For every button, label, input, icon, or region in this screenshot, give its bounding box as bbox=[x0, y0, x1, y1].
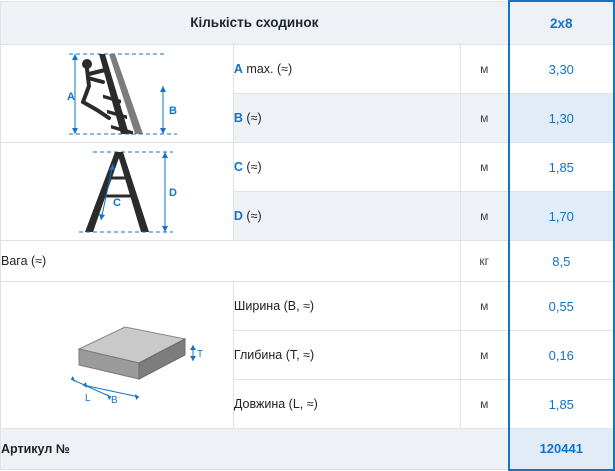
article-value: 120441 bbox=[509, 429, 614, 470]
row-key-c: C bbox=[233, 160, 243, 174]
stepladder-diagram bbox=[1, 143, 234, 241]
table-header-row bbox=[1, 1, 615, 45]
row-key-a: A bbox=[233, 62, 243, 76]
row-key-d: D bbox=[233, 209, 243, 223]
article-label: Артикул № bbox=[1, 429, 509, 470]
row-label-text-d: (≈) bbox=[242, 209, 262, 223]
weight-value: 8,5 bbox=[509, 241, 614, 282]
row-unit-c: м bbox=[460, 143, 508, 192]
package-value-width: 0,55 bbox=[509, 282, 614, 331]
row-value-d: 1,70 bbox=[509, 192, 614, 241]
row-unit-b: м bbox=[460, 94, 508, 143]
row-label-a bbox=[233, 45, 460, 94]
article-row bbox=[1, 429, 615, 470]
package-unit-length: м bbox=[460, 380, 508, 429]
svg-text:D: D bbox=[168, 186, 177, 199]
package-unit-depth: м bbox=[460, 331, 508, 380]
row-label-d bbox=[233, 192, 460, 241]
row-label-text-c: (≈) bbox=[242, 160, 262, 174]
svg-text:C: C bbox=[112, 196, 121, 209]
row-label-text-a: max. (≈) bbox=[242, 62, 293, 76]
package-label-depth: Глибина (T, ≈) bbox=[233, 331, 460, 380]
header-value: 2x8 bbox=[509, 1, 614, 45]
table-row bbox=[1, 143, 615, 192]
row-label-b bbox=[233, 94, 460, 143]
weight-label: Вага (≈) bbox=[1, 241, 461, 282]
row-key-b: B bbox=[233, 111, 243, 125]
package-box-diagram bbox=[1, 282, 234, 429]
svg-text:A: A bbox=[66, 90, 75, 103]
svg-text:T: T bbox=[196, 349, 204, 360]
row-label-text-b: (≈) bbox=[242, 111, 262, 125]
package-value-depth: 0,16 bbox=[509, 331, 614, 380]
row-value-c: 1,85 bbox=[509, 143, 614, 192]
package-value-length: 1,85 bbox=[509, 380, 614, 429]
weight-unit: кг bbox=[460, 241, 508, 282]
table-row bbox=[1, 45, 615, 94]
package-unit-width: м bbox=[460, 282, 508, 331]
table-row bbox=[1, 282, 615, 331]
row-unit-a: м bbox=[460, 45, 508, 94]
svg-text:L: L bbox=[84, 393, 91, 404]
svg-text:B: B bbox=[110, 395, 118, 405]
row-label-c bbox=[233, 143, 460, 192]
weight-row bbox=[1, 241, 615, 282]
row-value-b: 1,30 bbox=[509, 94, 614, 143]
header-title: Кількість сходинок bbox=[1, 1, 509, 45]
svg-text:B: B bbox=[168, 104, 177, 117]
row-value-a: 3,30 bbox=[509, 45, 614, 94]
package-label-length: Довжина (L, ≈) bbox=[233, 380, 460, 429]
row-unit-d: м bbox=[460, 192, 508, 241]
package-label-width: Ширина (B, ≈) bbox=[233, 282, 460, 331]
ladder-with-person-diagram bbox=[1, 45, 234, 143]
